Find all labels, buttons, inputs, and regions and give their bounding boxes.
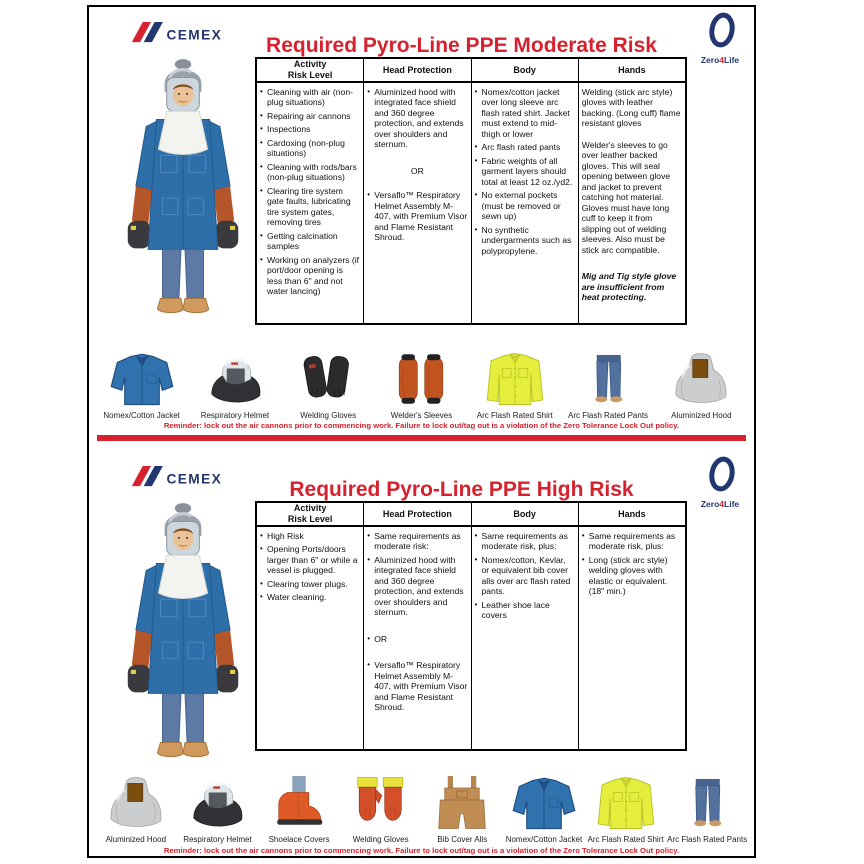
ppe-item <box>285 349 371 421</box>
list-item-text: Fabric weights of all garment layers should total at least 12 oz./yd2. <box>481 155 573 187</box>
list-item <box>260 162 360 183</box>
bullet: • <box>260 592 263 602</box>
list-item <box>260 186 360 228</box>
hands-warning-note: Mig and Tig style glove are insufficient from heat protecting. <box>581 271 677 303</box>
activity-cell <box>257 527 363 610</box>
list-item-text: Clearing tower plugs. <box>267 578 348 589</box>
ppe-item <box>258 773 340 845</box>
activity-header <box>257 503 363 527</box>
ppe-item-label: Arc Flash Rated Pants <box>667 835 748 845</box>
list-item-text: Inspections <box>267 124 311 135</box>
activity-header-line1: Activity <box>293 503 327 514</box>
welders-sleeves-icon <box>385 349 457 409</box>
body-header <box>472 503 578 527</box>
bullet: • <box>260 578 263 588</box>
list-item-text: Water cleaning. <box>267 592 327 603</box>
zero-icon <box>694 454 746 496</box>
welding-gloves-icon <box>345 773 417 833</box>
list-item-text: Same requirements as moderate risk: <box>374 531 461 552</box>
list-item-text: High Risk <box>267 531 304 541</box>
list-item <box>475 156 575 187</box>
list-item <box>582 531 682 552</box>
bullet: • <box>367 190 371 200</box>
list-item <box>260 87 360 108</box>
list-item <box>367 660 467 712</box>
head-protection-cell <box>364 527 470 720</box>
section-divider <box>97 435 746 441</box>
cemex-wordmark: CEMEX <box>166 471 223 487</box>
ppe-item <box>666 773 748 845</box>
zero4life-wordmark <box>692 499 748 509</box>
hands-paragraph: Welding (stick arc style) gloves with leather backing. (Long cuff) flame resistant gloves <box>581 87 681 129</box>
head-protection-header-text: Head Protection <box>382 508 452 519</box>
body-column <box>471 59 578 323</box>
zero4life-logo <box>692 10 748 65</box>
welding-gloves-icon <box>292 349 364 409</box>
bullet: • <box>260 110 263 120</box>
bullet: • <box>260 161 263 171</box>
activity-cell <box>257 83 363 304</box>
bullet: • <box>474 224 478 234</box>
head-protection-column <box>363 503 470 749</box>
list-item <box>260 111 360 121</box>
lockout-reminder: Reminder: lock out the air cannons prior to commencing work. Failure to lock out/tag out is a violation of the Zero Tolerance Lock Out policy. <box>163 421 680 430</box>
bullet: • <box>260 531 263 540</box>
activity-column <box>257 503 363 749</box>
arc-flash-pants-icon <box>671 773 743 833</box>
list-item <box>260 255 360 297</box>
nomex-jacket-icon <box>106 349 178 409</box>
bullet: • <box>474 531 478 540</box>
body-column <box>471 503 578 749</box>
body-cell <box>472 527 578 628</box>
list-item-text: Opening Ports/doors larger than 6" or while a vessel is plugged. <box>267 544 358 576</box>
ppe-item-label: Nomex/Cotton Jacket <box>103 411 180 421</box>
ppe-item-label: Arc Flash Rated Shirt <box>476 411 553 421</box>
activity-header-line2: Risk Level <box>287 514 333 524</box>
list-item <box>367 555 467 618</box>
zero4life-logo <box>692 454 748 509</box>
list-item-text: No external pockets (must be removed or sewn up) <box>481 190 561 222</box>
list-item-text: No synthetic undergarments such as polypropylene. <box>481 224 572 256</box>
worker-illustration <box>121 55 245 321</box>
list-item <box>582 555 682 597</box>
hands-header-text: Hands <box>618 64 646 75</box>
ppe-item <box>99 349 185 421</box>
list-item <box>260 231 360 252</box>
ppe-item-label: Arc Flash Rated Pants <box>568 411 649 421</box>
list-item-text: Leather shoe lace covers <box>481 599 550 621</box>
ppe-item <box>378 349 464 421</box>
high-ppe-gallery <box>95 759 748 845</box>
ppe-item <box>503 773 585 845</box>
body-cell <box>472 83 578 263</box>
head-protection-cell <box>364 83 470 250</box>
body-header-text: Body <box>513 64 536 75</box>
list-item <box>475 142 575 152</box>
bib-coveralls-icon <box>426 773 498 833</box>
hands-header <box>579 503 685 527</box>
body-header-text: Body <box>513 508 536 519</box>
bullet: • <box>474 155 478 165</box>
list-item <box>475 531 575 552</box>
zero4life-wordmark <box>692 55 748 65</box>
ppe-item <box>658 349 744 421</box>
ppe-item-label: Nomex/Cotton Jacket <box>505 835 583 845</box>
zero-icon <box>694 10 746 52</box>
ppe-item-label: Welder's Sleeves <box>390 411 453 421</box>
list-item <box>475 600 575 621</box>
zero4life-zero: Zero <box>700 499 720 509</box>
hands-column <box>578 503 685 749</box>
head-protection-header <box>364 503 470 527</box>
activity-header-line1: Activity <box>293 59 327 70</box>
list-item-text: Versaflo™ Respiratory Helmet Assembly M-407, with Premium Visor and Flame Resistant Shroud. <box>374 190 468 243</box>
ppe-item-label: Bib Cover Alls <box>437 835 488 845</box>
worker-illustration <box>121 499 245 765</box>
ppe-item-label: Welding Gloves <box>300 411 357 421</box>
page-frame <box>87 5 756 858</box>
list-item <box>260 579 360 589</box>
zero4life-life: Life <box>724 55 740 65</box>
activity-header-line2: Risk Level <box>287 70 333 80</box>
bullet: • <box>474 190 478 200</box>
hands-cell <box>579 83 685 315</box>
list-item <box>367 190 467 242</box>
list-item-text: Cleaning with rods/bars (non-plug situations) <box>267 161 357 183</box>
list-item-text: Arc flash rated pants <box>481 142 561 153</box>
arc-flash-shirt-icon <box>479 349 551 409</box>
list-item-text: Nomex/cotton, Kevlar, or equivalent bib cover alls over arc flash rated pants. <box>481 554 571 597</box>
ppe-item <box>565 349 651 421</box>
bullet: • <box>260 254 263 264</box>
ppe-item-label: Respiratory Helmet <box>200 411 270 421</box>
bullet: • <box>260 137 263 147</box>
hands-header <box>579 59 685 83</box>
ppe-item <box>177 773 259 845</box>
head-protection-header <box>364 59 470 83</box>
list-item-text: Cardoxing (non-plug situations) <box>267 137 345 159</box>
respiratory-helmet-icon <box>199 349 271 409</box>
list-item <box>260 138 360 159</box>
list-item <box>367 634 467 644</box>
page-title-moderate: Required Pyro-Line PPE Moderate Risk <box>266 34 657 57</box>
list-item-text: Nomex/cotton jacket over long sleeve arc flash rated shirt. Jacket must extend to mid-thigh or lower <box>481 87 570 139</box>
bullet: • <box>367 660 371 670</box>
ppe-item <box>585 773 667 845</box>
list-item-text: Same requirements as moderate risk, plus: <box>481 531 568 552</box>
ppe-item-label: Aluminized Hood <box>671 411 732 421</box>
list-item-text: Getting calcination samples <box>267 230 338 252</box>
list-item <box>475 87 575 139</box>
list-item <box>260 592 360 602</box>
ppe-item-label: Shoelace Covers <box>268 835 330 845</box>
list-item <box>367 531 467 552</box>
bullet: • <box>367 87 371 96</box>
list-item <box>260 544 360 575</box>
list-item-text: Working on analyzers (if port/door opening is less than 6" and not water lancing) <box>267 254 360 297</box>
list-item-text: OR <box>374 633 388 644</box>
aluminized-hood-icon <box>665 349 737 409</box>
list-item-text: Versaflo™ Respiratory Helmet Assembly M-407, with Premium Visor and Flame Resistant Shroud. <box>374 660 468 713</box>
list-item <box>475 555 575 597</box>
bullet: • <box>581 554 585 564</box>
list-item <box>475 225 575 256</box>
ppe-item-label: Arc Flash Rated Shirt <box>587 835 664 845</box>
activity-header <box>257 59 363 83</box>
list-item-text: Same requirements as moderate risk, plus: <box>588 531 676 552</box>
zero4life-zero: Zero <box>700 55 720 65</box>
bullet: • <box>474 599 478 609</box>
ppe-item <box>192 349 278 421</box>
high-ppe-table <box>255 501 687 751</box>
shoelace-covers-icon <box>263 773 335 833</box>
arc-flash-shirt-icon <box>590 773 662 833</box>
bullet: • <box>474 87 478 96</box>
bullet: • <box>260 230 263 240</box>
bullet: • <box>474 142 478 152</box>
list-item-text: Cleaning with air (non-plug situations) <box>267 87 353 108</box>
bullet: • <box>367 554 371 564</box>
hands-cell <box>579 527 685 604</box>
cemex-wordmark: CEMEX <box>166 27 223 43</box>
body-header <box>472 59 578 83</box>
bullet: • <box>260 544 263 554</box>
hands-header-text: Hands <box>618 508 646 519</box>
list-item-text: Clearing tire system gate faults, lubricating tire system gates, removing tires <box>267 185 351 228</box>
head-protection-column <box>363 59 470 323</box>
ppe-item <box>472 349 558 421</box>
bullet: • <box>260 87 263 96</box>
ppe-item <box>95 773 177 845</box>
list-item-text: Long (stick arc style) welding gloves with elastic or equivalent. (18" min.) <box>588 554 668 597</box>
bullet: • <box>474 554 478 564</box>
moderate-ppe-table <box>255 57 687 325</box>
list-item <box>475 190 575 221</box>
zero4life-four: 4 <box>719 499 725 509</box>
list-item-text: Aluminized hood with integrated face shield and 360 degree protection, and extends over shoulders and sternum. <box>374 554 464 618</box>
page-title-high: Required Pyro-Line PPE High Risk <box>289 478 634 501</box>
list-item <box>260 124 360 134</box>
zero4life-four: 4 <box>719 55 725 65</box>
ppe-item <box>422 773 504 845</box>
hands-paragraph: Welder's sleeves to go over leather backed gloves. This will seal opening between glove and jacket to prevent catching hot material. Gloves must have long cuff to keep it from slipping out of welding sleeves. Also must be stick arc compatible. <box>581 139 671 255</box>
list-item <box>260 531 360 541</box>
ppe-item-label: Welding Gloves <box>352 835 409 845</box>
activity-column <box>257 59 363 323</box>
hands-column <box>578 59 685 323</box>
zero4life-life: Life <box>724 499 740 509</box>
moderate-ppe-gallery <box>95 331 748 421</box>
list-item-text: Repairing air cannons <box>267 110 351 121</box>
list-item-text: Aluminized hood with integrated face shield and 360 degree protection, and extends over shoulders and sternum. <box>374 87 464 150</box>
or-separator: OR <box>410 165 424 176</box>
arc-flash-pants-icon <box>572 349 644 409</box>
respiratory-helmet-icon <box>181 773 253 833</box>
bullet: • <box>367 633 371 643</box>
lockout-reminder: Reminder: lock out the air cannons prior to commencing work. Failure to lock out/tag out is a violation of the Zero Tolerance Lock Out policy. <box>163 846 680 855</box>
bullet: • <box>260 124 263 134</box>
bullet: • <box>367 531 371 540</box>
bullet: • <box>581 531 585 540</box>
ppe-item <box>340 773 422 845</box>
ppe-item-label: Respiratory Helmet <box>183 835 252 845</box>
head-protection-header-text: Head Protection <box>382 64 452 75</box>
list-item <box>367 87 467 150</box>
ppe-item-label: Aluminized Hood <box>105 835 167 845</box>
bullet: • <box>260 185 263 195</box>
aluminized-hood-icon <box>100 773 172 833</box>
nomex-jacket-icon <box>508 773 580 833</box>
